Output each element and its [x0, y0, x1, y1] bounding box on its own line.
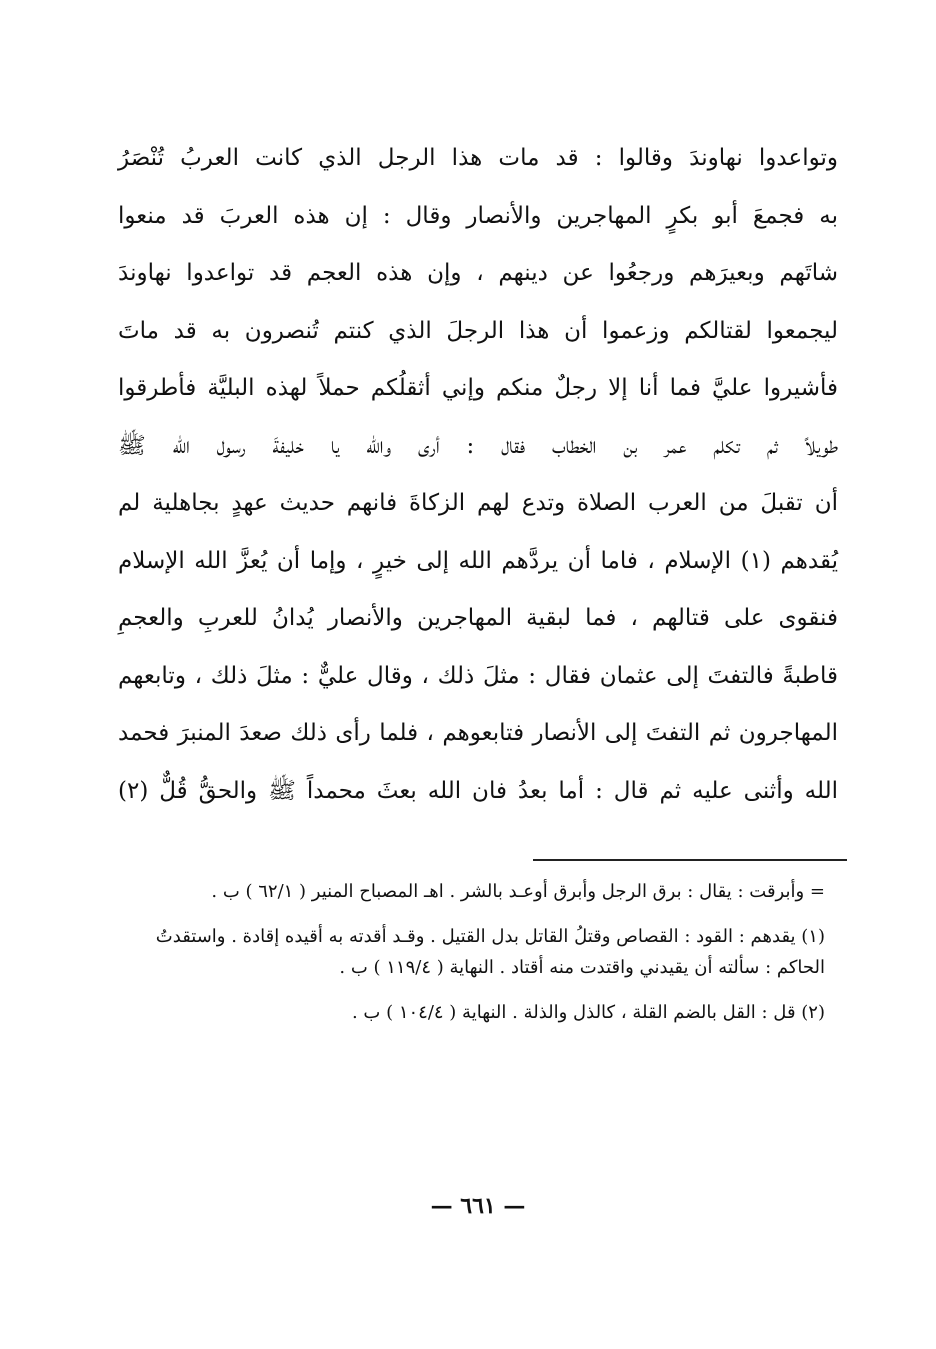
text-line: يُقدهم (١) الإسلام ، فاما أن يردَّهم الله إلى خيرٍ ، وإما أن يُعزَّ الله الإسلام — [118, 547, 838, 574]
footnotes — [135, 876, 825, 1042]
text-line: المهاجرون ثم التفتَ إلى الأنصار فتابعوهم ، فلما رأى ذلك صعدَ المنبرَ فحمد — [118, 720, 838, 746]
text-line: طويلاً ثم تكلم عمر بن الخطاب فقال : أرى والله يا خليفةَ رسول الله ﷺ — [118, 432, 838, 459]
page-number: — ٦٦١ — — [430, 1193, 526, 1219]
text-line: فأشيروا عليَّ فما أنا إلا رجلٌ منكم وإني أثقلُكم حملاً لهذه البليَّة فأطرقوا — [118, 375, 838, 401]
text-line: قاطبةً فالتفتَ إلى عثمان فقال : مثلَ ذلك ، وقال عليٌّ : مثلَ ذلك ، وتابعهم — [118, 662, 838, 689]
footnote-1: (١) يقدهم : القود : القصاص وقتلُ القاتل بدل القتيل . وقـد أقدته به أقيده إقادة . واستقدتُ الحاكم : سألته أن يقيدني واقتدت منه أقتاد . النهاية ( ١١٩/٤ ) ب . — [155, 926, 825, 978]
main-text — [118, 130, 838, 820]
footnote-2: (٢) قل : القل بالضم القلة ، كالذل والذلة . النهاية ( ١٠٤/٤ ) ب . — [351, 1002, 825, 1023]
text-line: أن تقبلَ من العرب الصلاة وتدع لهم الزكاةَ فانهم حديث عهدٍ بجاهلية لم — [118, 490, 838, 516]
text-line: وتواعدوا نهاوندَ وقالوا : قد مات هذا الرجل الذي كانت العربُ تُنْصَرُ — [118, 145, 838, 171]
text-line: ليجمعوا لقتالكم وزعموا أن هذا الرجلَ الذي كنتم تُنصرون به قد ماتَ — [118, 317, 838, 344]
text-line: به فجمعَ أبو بكرٍ المهاجرين والأنصار وقال : إن هذه العربَ قد منعوا — [118, 202, 838, 229]
text-line: الله وأثنى عليه ثم قال : أما بعدُ فان الله بعثَ محمداً ﷺ والحقُّ قُلٌّ (٢) — [118, 777, 838, 804]
text-line: فنقوى على قتالهم ، فما لبقية المهاجرين والأنصار يُدانُ للعربِ والعجمِ — [118, 605, 838, 631]
footnote-divider — [533, 859, 847, 861]
footnote-continuation: = وأبرقت : يقال : برق الرجل وأبرق أوعـد بالشر . اهـ المصباح المنير ( ٦٢/١ ) ب . — [211, 881, 825, 902]
text-line: شاتَهم وبعيرَهم ورجعُوا عن دينهم ، وإن هذه العجم قد تواعدوا نهاوندَ — [118, 260, 838, 286]
